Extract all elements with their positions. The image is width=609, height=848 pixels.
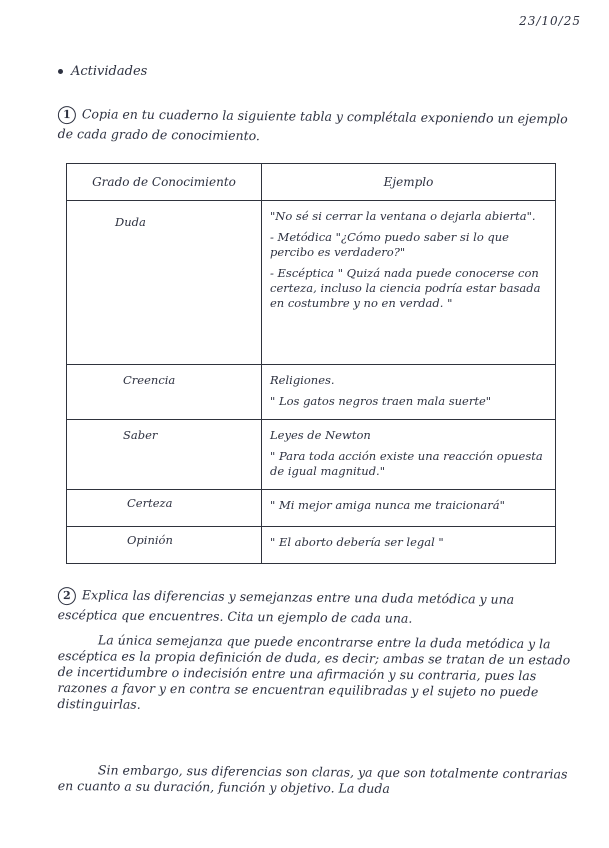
question-1 [58, 104, 568, 149]
grade-label: Duda [115, 215, 146, 229]
example-cell [262, 527, 556, 564]
date: 23/10/25 [519, 14, 581, 28]
grade-label: Opinión [127, 533, 173, 547]
example-cell [262, 420, 556, 490]
example-cell [262, 365, 556, 420]
example-text: "No sé si cerrar la ventana o dejarla abierta". [270, 209, 536, 223]
table-row [67, 490, 556, 527]
table-row [67, 527, 556, 564]
answer-paragraph-2 [58, 762, 573, 798]
question-1-number: 1 [58, 106, 76, 124]
grade-cell [67, 420, 262, 490]
activities-heading [58, 64, 147, 79]
grade-cell [67, 365, 262, 420]
example-cell [262, 490, 556, 527]
answer-text: Sin embargo, sus diferencias son claras, ya que son totalmente contrarias en cuanto a su duración, función y objetivo. La duda [57, 762, 568, 796]
table-header-row [67, 164, 556, 201]
bullet-icon [58, 69, 63, 74]
question-1-text: Copia en tu cuaderno la siguiente tabla y complétala exponiendo un ejemplo de cada grado de conocimiento. [57, 106, 568, 144]
knowledge-grades-table [66, 163, 556, 564]
example-text: Leyes de Newton [270, 428, 371, 442]
grade-label: Certeza [127, 496, 173, 510]
example-text: " Para toda acción existe una reacción opuesta de igual magnitud." [270, 449, 543, 478]
example-text: " Mi mejor amiga nunca me traicionará" [270, 498, 505, 512]
question-2 [58, 585, 568, 630]
answer-paragraph-1 [57, 632, 573, 716]
table-row [67, 420, 556, 490]
header-grade: Grado de Conocimiento [67, 164, 262, 201]
question-2-text: Explica las diferencias y semejanzas entre una duda metódica y una escéptica que encuentres. Cita un ejemplo de cada una. [57, 587, 515, 626]
header-example: Ejemplo [262, 164, 556, 201]
grade-label: Saber [123, 428, 158, 442]
example-text: " El aborto debería ser legal " [270, 535, 444, 549]
table-row [67, 365, 556, 420]
grade-label: Creencia [123, 373, 176, 387]
grade-cell [67, 201, 262, 365]
example-text: " Los gatos negros traen mala suerte" [270, 394, 492, 408]
example-text: - Metódica "¿Cómo puedo saber si lo que percibo es verdadero?" [270, 230, 509, 259]
example-cell [262, 201, 556, 365]
grade-cell [67, 527, 262, 564]
answer-text: La única semejanza que puede encontrarse entre la duda metódica y la escéptica es la propia definición de duda, es decir; ambas se tratan de un estado de incertidumbre o indecisión entre una afirmación y su contraria, pues las razones a favor y en contra se encuentran equilibradas y el sujeto no puede distinguirlas. [57, 632, 571, 712]
question-2-number: 2 [58, 587, 76, 605]
example-text: Religiones. [270, 373, 335, 387]
example-text: - Escéptica " Quizá nada puede conocerse con certeza, incluso la ciencia podría estar basada en costumbre y no en verdad. " [270, 266, 541, 310]
table-row [67, 201, 556, 365]
grade-cell [67, 490, 262, 527]
activities-heading-text: Actividades [71, 64, 148, 79]
